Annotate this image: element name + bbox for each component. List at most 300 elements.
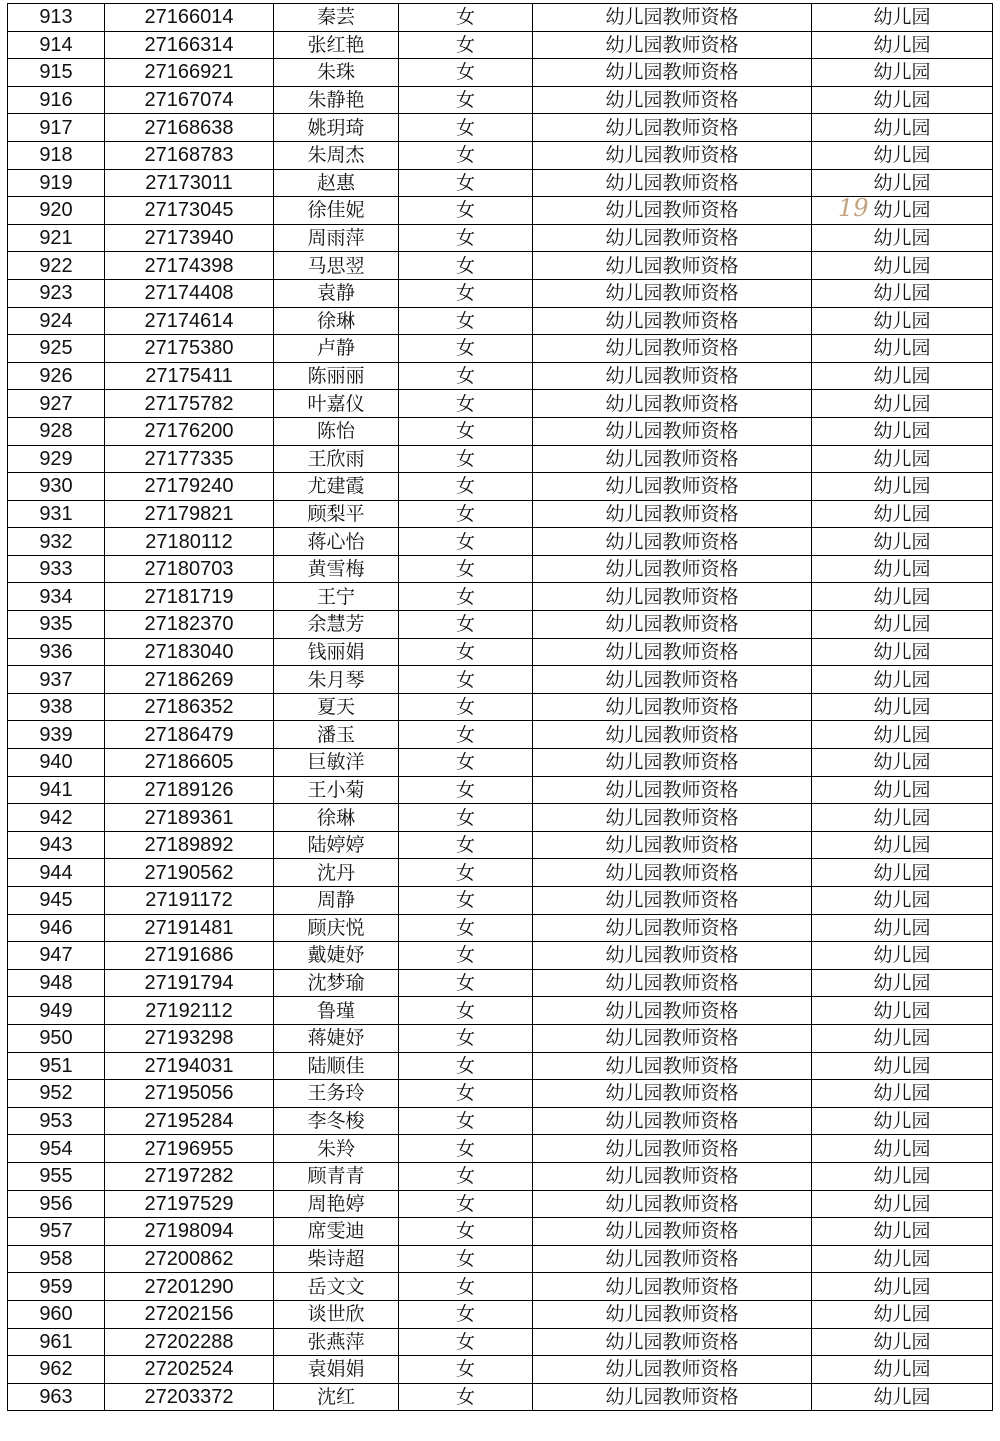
name-cell: 王宁 — [274, 583, 399, 611]
unit-cell: 幼儿园 — [812, 969, 993, 997]
candidate-id-cell: 27186269 — [105, 666, 274, 694]
qualification-cell: 幼儿园教师资格 — [533, 224, 812, 252]
row-number-cell: 945 — [8, 887, 105, 915]
table-row — [8, 859, 993, 887]
unit-cell: 幼儿园 — [812, 555, 993, 583]
qualification-cell: 幼儿园教师资格 — [533, 31, 812, 59]
gender-cell: 女 — [399, 1328, 533, 1356]
qualification-cell: 幼儿园教师资格 — [533, 611, 812, 639]
row-number-cell: 926 — [8, 362, 105, 390]
name-cell: 王务玲 — [274, 1080, 399, 1108]
gender-cell: 女 — [399, 583, 533, 611]
gender-cell: 女 — [399, 252, 533, 280]
table-row — [8, 914, 993, 942]
unit-cell: 幼儿园 — [812, 1383, 993, 1411]
gender-cell: 女 — [399, 749, 533, 777]
name-cell: 朱静艳 — [274, 86, 399, 114]
qualification-cell: 幼儿园教师资格 — [533, 1328, 812, 1356]
unit-cell: 幼儿园 — [812, 914, 993, 942]
table-row — [8, 1356, 993, 1384]
name-cell: 鲁瑾 — [274, 997, 399, 1025]
candidate-id-cell: 27189126 — [105, 776, 274, 804]
unit-cell: 幼儿园 — [812, 1300, 993, 1328]
row-number-cell: 931 — [8, 500, 105, 528]
qualification-cell: 幼儿园教师资格 — [533, 1383, 812, 1411]
qualification-cell: 幼儿园教师资格 — [533, 279, 812, 307]
row-number-cell: 935 — [8, 611, 105, 639]
row-number-cell: 957 — [8, 1218, 105, 1246]
gender-cell: 女 — [399, 638, 533, 666]
qualification-cell: 幼儿园教师资格 — [533, 390, 812, 418]
unit-cell: 幼儿园 — [812, 887, 993, 915]
qualification-cell: 幼儿园教师资格 — [533, 776, 812, 804]
table-row — [8, 86, 993, 114]
gender-cell: 女 — [399, 362, 533, 390]
unit-cell: 幼儿园 — [812, 114, 993, 142]
unit-cell: 幼儿园 — [812, 1024, 993, 1052]
candidate-id-cell: 27202524 — [105, 1356, 274, 1384]
name-cell: 陈怡 — [274, 417, 399, 445]
table-row — [8, 4, 993, 32]
name-cell: 蒋婕妤 — [274, 1024, 399, 1052]
gender-cell: 女 — [399, 31, 533, 59]
gender-cell: 女 — [399, 1383, 533, 1411]
gender-cell: 女 — [399, 1107, 533, 1135]
unit-cell: 幼儿园 — [812, 749, 993, 777]
name-cell: 朱珠 — [274, 59, 399, 87]
unit-cell: 幼儿园 — [812, 583, 993, 611]
row-number-cell: 960 — [8, 1300, 105, 1328]
gender-cell: 女 — [399, 969, 533, 997]
table-row — [8, 942, 993, 970]
name-cell: 巨敏洋 — [274, 749, 399, 777]
row-number-cell: 953 — [8, 1107, 105, 1135]
gender-cell: 女 — [399, 776, 533, 804]
gender-cell: 女 — [399, 417, 533, 445]
row-number-cell: 925 — [8, 335, 105, 363]
qualification-cell: 幼儿园教师资格 — [533, 445, 812, 473]
gender-cell: 女 — [399, 59, 533, 87]
table-row — [8, 528, 993, 556]
candidate-id-cell: 27192112 — [105, 997, 274, 1025]
name-cell: 张燕萍 — [274, 1328, 399, 1356]
unit-cell: 幼儿园 — [812, 4, 993, 32]
qualification-cell: 幼儿园教师资格 — [533, 4, 812, 32]
row-number-cell: 959 — [8, 1273, 105, 1301]
qualification-cell: 幼儿园教师资格 — [533, 1080, 812, 1108]
table-row — [8, 1052, 993, 1080]
name-cell: 周艳婷 — [274, 1190, 399, 1218]
table-row — [8, 997, 993, 1025]
unit-cell: 幼儿园 — [812, 473, 993, 501]
name-cell: 徐琳 — [274, 307, 399, 335]
row-number-cell: 941 — [8, 776, 105, 804]
table-row — [8, 1024, 993, 1052]
table-row — [8, 307, 993, 335]
candidate-id-cell: 27195056 — [105, 1080, 274, 1108]
qualification-cell: 幼儿园教师资格 — [533, 914, 812, 942]
row-number-cell: 948 — [8, 969, 105, 997]
table-row — [8, 776, 993, 804]
qualification-cell: 幼儿园教师资格 — [533, 528, 812, 556]
qualification-cell: 幼儿园教师资格 — [533, 942, 812, 970]
gender-cell: 女 — [399, 942, 533, 970]
name-cell: 蒋心怡 — [274, 528, 399, 556]
candidate-id-cell: 27181719 — [105, 583, 274, 611]
table-row — [8, 31, 993, 59]
row-number-cell: 952 — [8, 1080, 105, 1108]
qualification-cell: 幼儿园教师资格 — [533, 721, 812, 749]
row-number-cell: 949 — [8, 997, 105, 1025]
name-cell: 顾青青 — [274, 1162, 399, 1190]
row-number-cell: 940 — [8, 749, 105, 777]
gender-cell: 女 — [399, 721, 533, 749]
gender-cell: 女 — [399, 197, 533, 225]
qualification-cell: 幼儿园教师资格 — [533, 500, 812, 528]
table-row — [8, 335, 993, 363]
name-cell: 周静 — [274, 887, 399, 915]
qualification-cell: 幼儿园教师资格 — [533, 638, 812, 666]
candidate-id-cell: 27195284 — [105, 1107, 274, 1135]
candidate-id-cell: 27177335 — [105, 445, 274, 473]
name-cell: 朱羚 — [274, 1135, 399, 1163]
unit-cell: 幼儿园 — [812, 693, 993, 721]
table-row — [8, 279, 993, 307]
table-row — [8, 804, 993, 832]
gender-cell: 女 — [399, 914, 533, 942]
row-number-cell: 938 — [8, 693, 105, 721]
candidate-id-cell: 27173940 — [105, 224, 274, 252]
gender-cell: 女 — [399, 279, 533, 307]
table-row — [8, 500, 993, 528]
unit-cell: 幼儿园 — [812, 1190, 993, 1218]
row-number-cell: 917 — [8, 114, 105, 142]
candidate-id-cell: 27175411 — [105, 362, 274, 390]
name-cell: 余慧芳 — [274, 611, 399, 639]
row-number-cell: 924 — [8, 307, 105, 335]
row-number-cell: 937 — [8, 666, 105, 694]
gender-cell: 女 — [399, 831, 533, 859]
name-cell: 柴诗超 — [274, 1245, 399, 1273]
unit-cell: 幼儿园 — [812, 721, 993, 749]
name-cell: 陈丽丽 — [274, 362, 399, 390]
candidate-id-cell: 27202288 — [105, 1328, 274, 1356]
gender-cell: 女 — [399, 859, 533, 887]
row-number-cell: 955 — [8, 1162, 105, 1190]
candidate-id-cell: 27186352 — [105, 693, 274, 721]
gender-cell: 女 — [399, 887, 533, 915]
unit-cell: 幼儿园 — [812, 831, 993, 859]
candidate-id-cell: 27180112 — [105, 528, 274, 556]
qualification-cell: 幼儿园教师资格 — [533, 1300, 812, 1328]
unit-cell: 幼儿园 — [812, 638, 993, 666]
table-row — [8, 1107, 993, 1135]
qualification-cell: 幼儿园教师资格 — [533, 417, 812, 445]
candidate-id-cell: 27166921 — [105, 59, 274, 87]
name-cell: 叶嘉仪 — [274, 390, 399, 418]
gender-cell: 女 — [399, 804, 533, 832]
name-cell: 陆婷婷 — [274, 831, 399, 859]
row-number-cell: 946 — [8, 914, 105, 942]
name-cell: 卢静 — [274, 335, 399, 363]
qualification-cell: 幼儿园教师资格 — [533, 1024, 812, 1052]
candidate-id-cell: 27196955 — [105, 1135, 274, 1163]
candidate-id-cell: 27179821 — [105, 500, 274, 528]
gender-cell: 女 — [399, 1356, 533, 1384]
unit-cell: 幼儿园 — [812, 31, 993, 59]
candidate-id-cell: 27182370 — [105, 611, 274, 639]
name-cell: 岳文文 — [274, 1273, 399, 1301]
table-row — [8, 693, 993, 721]
gender-cell: 女 — [399, 390, 533, 418]
name-cell: 赵惠 — [274, 169, 399, 197]
candidate-id-cell: 27191481 — [105, 914, 274, 942]
candidate-id-cell: 27183040 — [105, 638, 274, 666]
qualification-cell: 幼儿园教师资格 — [533, 362, 812, 390]
table-row — [8, 1080, 993, 1108]
gender-cell: 女 — [399, 555, 533, 583]
gender-cell: 女 — [399, 141, 533, 169]
unit-cell: 幼儿园 — [812, 141, 993, 169]
gender-cell: 女 — [399, 666, 533, 694]
candidate-id-cell: 27167074 — [105, 86, 274, 114]
name-cell: 顾梨平 — [274, 500, 399, 528]
name-cell: 席雯迪 — [274, 1218, 399, 1246]
unit-cell: 幼儿园 — [812, 362, 993, 390]
candidate-id-cell: 27189361 — [105, 804, 274, 832]
candidate-id-cell: 27166314 — [105, 31, 274, 59]
gender-cell: 女 — [399, 1162, 533, 1190]
row-number-cell: 951 — [8, 1052, 105, 1080]
qualification-cell: 幼儿园教师资格 — [533, 335, 812, 363]
gender-cell: 女 — [399, 445, 533, 473]
table-row — [8, 59, 993, 87]
gender-cell: 女 — [399, 528, 533, 556]
table-row — [8, 224, 993, 252]
name-cell: 姚玥琦 — [274, 114, 399, 142]
qualification-cell: 幼儿园教师资格 — [533, 859, 812, 887]
unit-cell: 幼儿园 — [812, 997, 993, 1025]
unit-cell: 幼儿园 — [812, 804, 993, 832]
table-row — [8, 638, 993, 666]
qualification-cell: 幼儿园教师资格 — [533, 1190, 812, 1218]
page-marker: 19 — [838, 194, 869, 222]
row-number-cell: 963 — [8, 1383, 105, 1411]
qualification-cell: 幼儿园教师资格 — [533, 1052, 812, 1080]
unit-cell: 幼儿园 — [812, 500, 993, 528]
gender-cell: 女 — [399, 1300, 533, 1328]
unit-cell: 幼儿园 — [812, 1052, 993, 1080]
qualification-cell: 幼儿园教师资格 — [533, 307, 812, 335]
name-cell: 朱周杰 — [274, 141, 399, 169]
qualification-cell: 幼儿园教师资格 — [533, 169, 812, 197]
candidate-id-cell: 27174398 — [105, 252, 274, 280]
candidate-id-cell: 27175782 — [105, 390, 274, 418]
unit-cell: 幼儿园 — [812, 390, 993, 418]
row-number-cell: 939 — [8, 721, 105, 749]
unit-cell: 幼儿园 — [812, 445, 993, 473]
candidate-id-cell: 27168783 — [105, 141, 274, 169]
table-row — [8, 1218, 993, 1246]
gender-cell: 女 — [399, 335, 533, 363]
name-cell: 尤建霞 — [274, 473, 399, 501]
table-row — [8, 362, 993, 390]
unit-cell: 幼儿园 — [812, 776, 993, 804]
row-number-cell: 943 — [8, 831, 105, 859]
unit-cell: 幼儿园 — [812, 1080, 993, 1108]
row-number-cell: 915 — [8, 59, 105, 87]
gender-cell: 女 — [399, 1245, 533, 1273]
candidate-id-cell: 27191794 — [105, 969, 274, 997]
table-row — [8, 831, 993, 859]
table-row — [8, 169, 993, 197]
gender-cell: 女 — [399, 473, 533, 501]
name-cell: 袁静 — [274, 279, 399, 307]
qualification-cell: 幼儿园教师资格 — [533, 583, 812, 611]
qualification-cell: 幼儿园教师资格 — [533, 1356, 812, 1384]
qualification-cell: 幼儿园教师资格 — [533, 997, 812, 1025]
candidate-id-cell: 27166014 — [105, 4, 274, 32]
table-row — [8, 1300, 993, 1328]
gender-cell: 女 — [399, 4, 533, 32]
gender-cell: 女 — [399, 169, 533, 197]
table-row — [8, 417, 993, 445]
gender-cell: 女 — [399, 1080, 533, 1108]
candidate-id-cell: 27197529 — [105, 1190, 274, 1218]
candidate-id-cell: 27194031 — [105, 1052, 274, 1080]
name-cell: 沈丹 — [274, 859, 399, 887]
candidate-id-cell: 27186605 — [105, 749, 274, 777]
row-number-cell: 947 — [8, 942, 105, 970]
candidate-id-cell: 27176200 — [105, 417, 274, 445]
row-number-cell: 914 — [8, 31, 105, 59]
gender-cell: 女 — [399, 1135, 533, 1163]
unit-cell: 幼儿园 — [812, 252, 993, 280]
row-number-cell: 928 — [8, 417, 105, 445]
qualification-cell: 幼儿园教师资格 — [533, 59, 812, 87]
qualification-cell: 幼儿园教师资格 — [533, 252, 812, 280]
row-number-cell: 956 — [8, 1190, 105, 1218]
unit-cell: 幼儿园 — [812, 859, 993, 887]
name-cell: 顾庆悦 — [274, 914, 399, 942]
table-row — [8, 555, 993, 583]
candidate-id-cell: 27179240 — [105, 473, 274, 501]
table-row — [8, 969, 993, 997]
table-row — [8, 749, 993, 777]
table-row — [8, 252, 993, 280]
row-number-cell: 921 — [8, 224, 105, 252]
row-number-cell: 923 — [8, 279, 105, 307]
qualification-cell: 幼儿园教师资格 — [533, 86, 812, 114]
table-row — [8, 583, 993, 611]
candidate-id-cell: 27173011 — [105, 169, 274, 197]
gender-cell: 女 — [399, 307, 533, 335]
unit-cell: 幼儿园 — [812, 1328, 993, 1356]
qualification-cell: 幼儿园教师资格 — [533, 555, 812, 583]
table-row — [8, 390, 993, 418]
row-number-cell: 933 — [8, 555, 105, 583]
qualification-cell: 幼儿园教师资格 — [533, 887, 812, 915]
unit-cell: 幼儿园 — [812, 1107, 993, 1135]
gender-cell: 女 — [399, 500, 533, 528]
table-row — [8, 1190, 993, 1218]
candidate-id-cell: 27191686 — [105, 942, 274, 970]
qualification-cell: 幼儿园教师资格 — [533, 473, 812, 501]
row-number-cell: 934 — [8, 583, 105, 611]
table-row — [8, 721, 993, 749]
unit-cell: 幼儿园 — [812, 307, 993, 335]
qualification-cell: 幼儿园教师资格 — [533, 141, 812, 169]
row-number-cell: 942 — [8, 804, 105, 832]
candidate-id-cell: 27180703 — [105, 555, 274, 583]
row-number-cell: 936 — [8, 638, 105, 666]
qualification-cell: 幼儿园教师资格 — [533, 749, 812, 777]
gender-cell: 女 — [399, 1024, 533, 1052]
table-row — [8, 1383, 993, 1411]
unit-cell: 幼儿园 — [812, 417, 993, 445]
unit-cell: 幼儿园 — [812, 279, 993, 307]
row-number-cell: 927 — [8, 390, 105, 418]
name-cell: 谈世欣 — [274, 1300, 399, 1328]
qualification-cell: 幼儿园教师资格 — [533, 1162, 812, 1190]
row-number-cell: 918 — [8, 141, 105, 169]
row-number-cell: 916 — [8, 86, 105, 114]
qualification-cell: 幼儿园教师资格 — [533, 666, 812, 694]
candidate-id-cell: 27203372 — [105, 1383, 274, 1411]
unit-cell: 幼儿园 — [812, 335, 993, 363]
row-number-cell: 954 — [8, 1135, 105, 1163]
row-number-cell: 913 — [8, 4, 105, 32]
name-cell: 潘玉 — [274, 721, 399, 749]
unit-cell: 幼儿园 — [812, 224, 993, 252]
name-cell: 张红艳 — [274, 31, 399, 59]
gender-cell: 女 — [399, 1052, 533, 1080]
unit-cell: 幼儿园 — [812, 1245, 993, 1273]
name-cell: 戴婕妤 — [274, 942, 399, 970]
unit-cell: 幼儿园 — [812, 1162, 993, 1190]
candidate-id-cell: 27193298 — [105, 1024, 274, 1052]
qualification-cell: 幼儿园教师资格 — [533, 1218, 812, 1246]
row-number-cell: 932 — [8, 528, 105, 556]
table-row — [8, 1273, 993, 1301]
candidate-id-cell: 27202156 — [105, 1300, 274, 1328]
table-row — [8, 666, 993, 694]
gender-cell: 女 — [399, 114, 533, 142]
table-row — [8, 887, 993, 915]
unit-cell: 幼儿园 — [812, 169, 993, 197]
name-cell: 马思翌 — [274, 252, 399, 280]
qualification-cell: 幼儿园教师资格 — [533, 114, 812, 142]
candidate-id-cell: 27197282 — [105, 1162, 274, 1190]
candidate-id-cell: 27201290 — [105, 1273, 274, 1301]
unit-cell: 幼儿园 — [812, 942, 993, 970]
candidate-id-cell: 27175380 — [105, 335, 274, 363]
gender-cell: 女 — [399, 1273, 533, 1301]
name-cell: 黄雪梅 — [274, 555, 399, 583]
gender-cell: 女 — [399, 86, 533, 114]
table-row — [8, 445, 993, 473]
row-number-cell: 930 — [8, 473, 105, 501]
gender-cell: 女 — [399, 693, 533, 721]
qualification-cell: 幼儿园教师资格 — [533, 197, 812, 225]
candidate-id-cell: 27200862 — [105, 1245, 274, 1273]
qualification-cell: 幼儿园教师资格 — [533, 1135, 812, 1163]
name-cell: 徐琳 — [274, 804, 399, 832]
unit-cell: 幼儿园 — [812, 666, 993, 694]
unit-cell: 幼儿园 — [812, 611, 993, 639]
name-cell: 沈梦瑜 — [274, 969, 399, 997]
row-number-cell: 962 — [8, 1356, 105, 1384]
